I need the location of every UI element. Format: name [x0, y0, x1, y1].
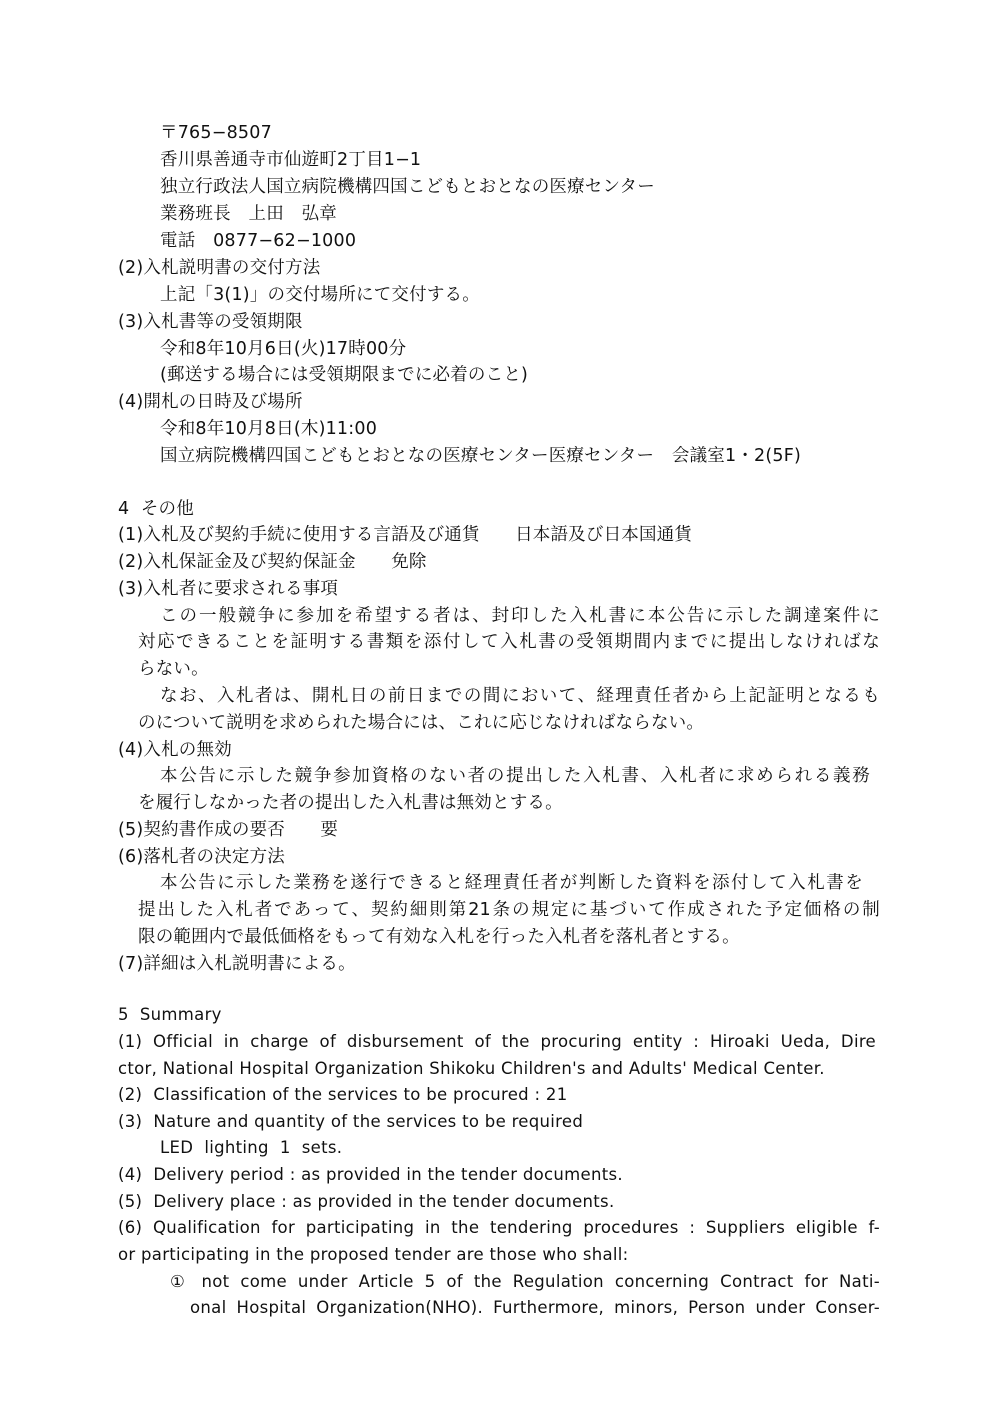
paragraph-line: を履行しなかった者の提出した入札書は無効とする。 [138, 793, 563, 813]
address: 香川県善通寺市仙遊町2丁目1−1 [160, 150, 422, 170]
summary-line: (6) Qualification for participating in the tendering procedures : Suppliers eligible f- [118, 1218, 880, 1237]
paragraph-line: 対応できることを証明する書類を添付して入札書の受領期間内までに提出しなければな [138, 632, 880, 652]
summary-line: onal Hospital Organization(NHO). Furthermore, minors, Person under Conser- [190, 1298, 880, 1317]
item-heading: (4)入札の無効 [118, 740, 232, 760]
list-item: (2)入札保証金及び契約保証金 免除 [118, 552, 427, 572]
list-item: (1)入札及び契約手続に使用する言語及び通貨 日本語及び日本国通貨 [118, 525, 693, 545]
item-heading: (3)入札者に要求される事項 [118, 579, 339, 599]
paragraph-line: 本公告に示した競争参加資格のない者の提出した入札書、入札者に求められる義務 [160, 766, 870, 786]
summary-line: (2) Classification of the services to be procured : 21 [118, 1085, 568, 1104]
section-heading: 5 Summary [118, 1005, 222, 1024]
summary-line: (5) Delivery place : as provided in the tender documents. [118, 1192, 615, 1211]
list-item: (7)詳細は入札説明書による。 [118, 954, 356, 974]
organization-name: 独立行政法人国立病院機構四国こどもとおとなの医療センター [160, 177, 655, 197]
item-heading: (6)落札者の決定方法 [118, 847, 285, 867]
summary-line: (3) Nature and quantity of the services to be required [118, 1112, 584, 1131]
summary-line: ① not come under Article 5 of the Regulation concerning Contract for Nati- [170, 1272, 880, 1291]
summary-line: ctor, National Hospital Organization Shikoku Children's and Adults' Medical Center. [118, 1059, 825, 1078]
item-text: 上記「3(1)」の交付場所にて交付する。 [160, 285, 480, 305]
list-item: (5)契約書作成の要否 要 [118, 820, 339, 840]
paragraph-line: 本公告に示した業務を遂行できると経理責任者が判断した資料を添付して入札書を [160, 873, 863, 893]
summary-line: (1) Official in charge of disbursement of the procuring entity : Hiroaki Ueda, Dire [118, 1032, 876, 1051]
phone-number: 電話 0877−62−1000 [160, 231, 357, 251]
deadline-date: 令和8年10月6日(火)17時00分 [160, 339, 407, 359]
paragraph-line: この一般競争に参加を希望する者は、封印した入札書に本公告に示した調達案件に [160, 606, 880, 626]
opening-date: 令和8年10月8日(木)11:00 [160, 419, 378, 439]
postal-code: 〒765−8507 [160, 123, 272, 143]
opening-place: 国立病院機構四国こどもとおとなの医療センター医療センター 会議室1・2(5F) [160, 446, 802, 466]
paragraph-line: 提出した入札者であって、契約細則第21条の規定に基づいて作成された予定価格の制 [138, 900, 880, 920]
paragraph-line: らない。 [138, 659, 209, 679]
deadline-note: (郵送する場合には受領期限までに必着のこと) [160, 365, 529, 385]
paragraph-line: 限の範囲内で最低価格をもって有効な入札を行った入札者を落札者とする。 [138, 927, 740, 947]
summary-line: (4) Delivery period : as provided in the tender documents. [118, 1165, 623, 1184]
section-heading: 4 その他 [118, 499, 194, 519]
item-heading: (2)入札説明書の交付方法 [118, 258, 321, 278]
summary-line: LED lighting 1 sets. [160, 1138, 343, 1157]
paragraph-line: なお、入札者は、開札日の前日までの間において、経理責任者から上記証明となるも [160, 686, 880, 706]
summary-line: or participating in the proposed tender are those who shall: [118, 1245, 629, 1264]
item-heading: (4)開札の日時及び場所 [118, 392, 303, 412]
item-heading: (3)入札書等の受領期限 [118, 312, 303, 332]
contact-person: 業務班長 上田 弘章 [160, 204, 337, 224]
paragraph-line: のについて説明を求められた場合には、これに応じなければならない。 [138, 713, 705, 733]
